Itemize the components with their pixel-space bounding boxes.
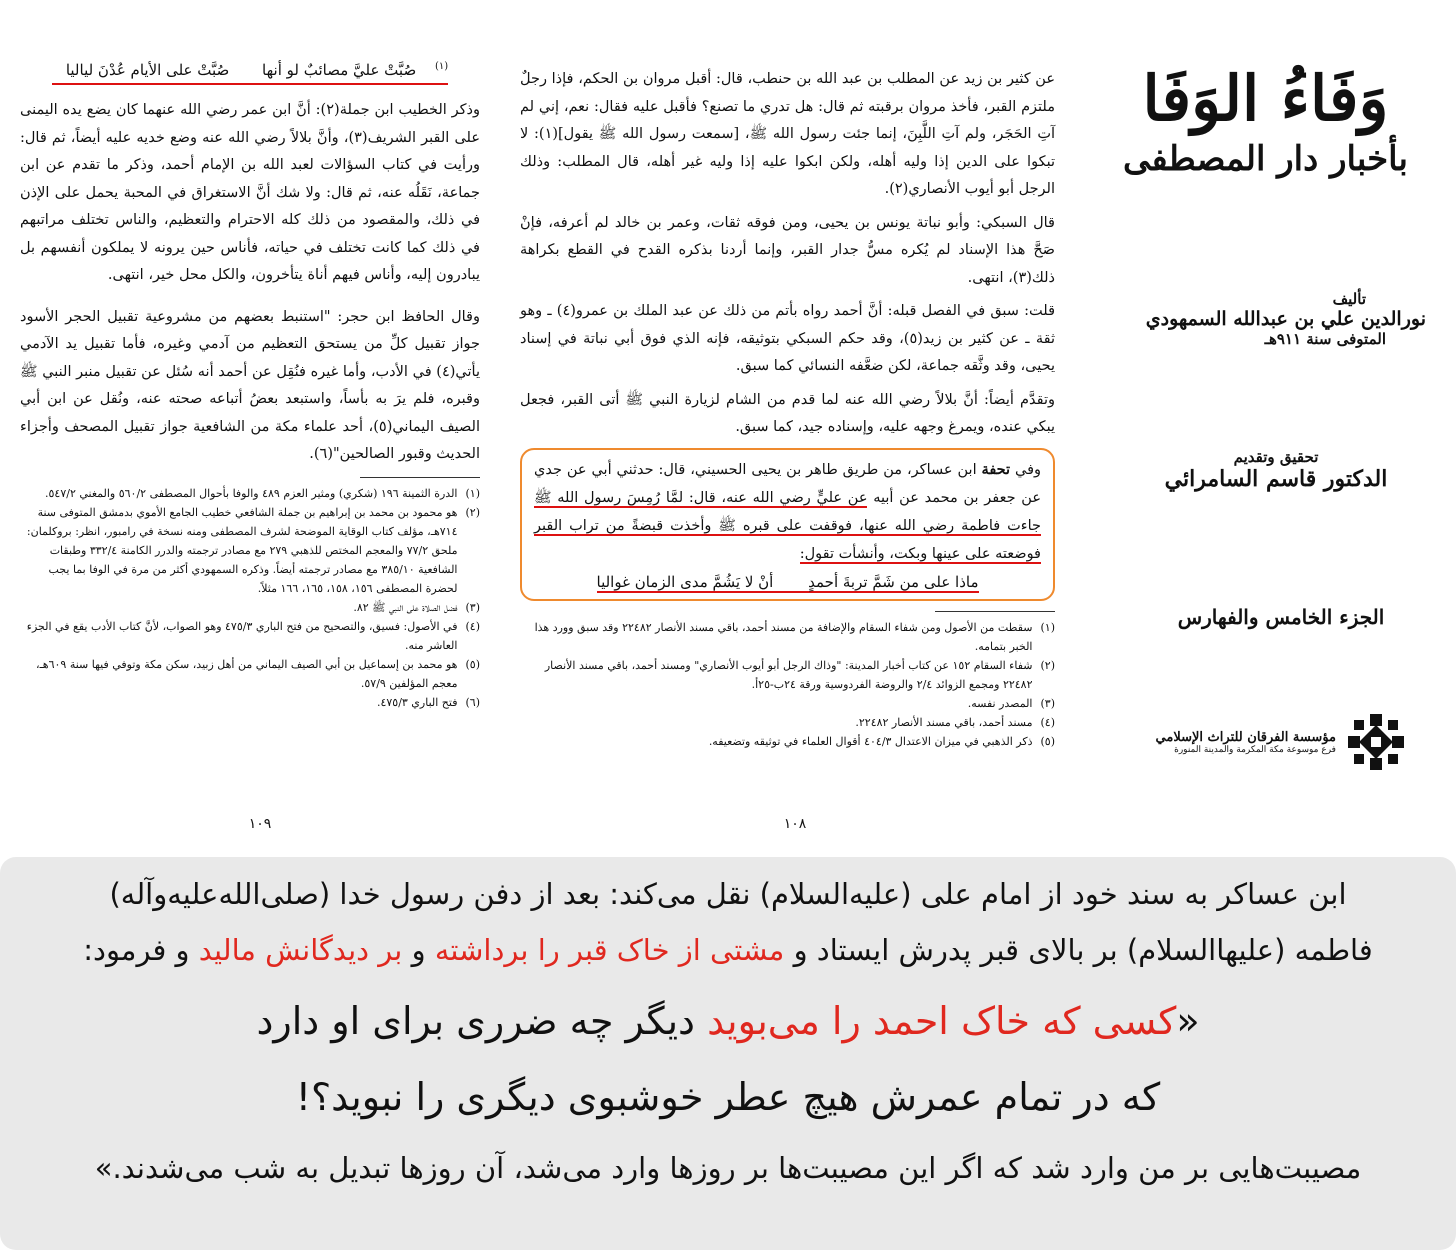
paragraph: قلت: سبق في الفصل قبله: أنَّ أحمد رواه بأتم من ذلك عن عبد الملك بن عمرو(٤) ـ وهو ثقة ـ عن كثير بن زيد(٥)، وقد حكم السبكي بتوثيقه، فإنه الذي فوق أبي نباتة في إسناد يحيى، وقد وثَّقه جماعة، لكن ضعَّفه النسائي كما سبق. — [520, 303, 1055, 374]
page-108 — [515, 0, 1075, 850]
footnote: (٦) فتح الباري ٤٧٥/٣. — [376, 695, 480, 709]
paragraph: عن كثير بن زيد عن المطلب بن عبد الله بن حنطب، قال: أقبل مروان بن الحكم، فإذا رجلٌ ملتزم القبر، فأخذ مروان برقبته ثم قال: هل تدري ما تصنع؟ فأقبل عليه فقال: نعم، إني لم آتِ الحَجَر، ولم آتِ اللَّبِنَ، إنما جئت رسول الله ﷺ، [سمعت رسول الله ﷺ يقول](١): لا تبكوا على الدين إذا وليه أهله، ولكن ابكوا عليه إذا وليه غير أهله، قال المطلب: وذلك الرجل أبو أيوب الأنصاري(٢). — [520, 71, 1056, 197]
editor-label: تحقيق وتقديم — [1233, 448, 1319, 466]
verse-hemistich-1: ماذا على من شَمَّ تربةَ أحمدٍ — [808, 572, 979, 591]
footnote: (٤) في الأصول: فسيق، والتصحيح من فتح الباري ٤٧٥/٣ وهو الصواب، لأنَّ كتاب الأدب يقع في الجزء العاشر منه. — [26, 619, 480, 652]
footnotes — [520, 618, 1055, 751]
caption-line-4: که در تمام عمرش هیچ عطر خوشبوی دیگری را نبوید؟! — [295, 1075, 1161, 1119]
footnote-divider — [935, 611, 1055, 612]
highlighted-passage: وفي تحفة ابن عساكر، من طريق طاهر بن يحيى الحسيني، قال: حدثني أبي عن جدي عن جعفر بن محمد عن أبيه عن عليٍّ رضي الله عنه، قال: لمَّا رُمِسَ رسول الله ﷺ جاءت فاطمة رضي الله عنها، فوقفت على قبره ﷺ وأخذت قبضةً من تراب القبر فوضعته على عينها وبكت، وأنشأت تقول: ماذا على من شَمَّ تربةَ أحمدٍ أنْ لا يَشُمَّ مدى الزمان غواليا — [520, 448, 1055, 601]
caption-highlight: مشتی از خاک قبر را برداشته — [434, 933, 785, 967]
caption-highlight: بر دیدگانش مالید — [198, 933, 403, 967]
translation-panel — [0, 857, 1456, 1250]
page-number: ١٠٨ — [783, 816, 807, 832]
caption-highlight: کسی که خاک احمد را می‌بوید — [707, 999, 1177, 1043]
paragraph: وذكر الخطيب ابن جملة(٢): أنَّ ابن عمر رضي الله عنهما كان يضع يده اليمنى على القبر الشريف(٣)، وأنَّ بلالاً رضي الله عنه وضع خديه عليه أيضاً، ثم قال: ورأيت في كتاب السؤالات لعبد الله بن الإمام أحمد، وذكر ما تقدم عن ابن جماعة، نَقَلُه عنه، ثم قال: ولا شك أنَّ الاستغراق في المحبة يحمل على الإذن في ذلك، والمقصود من ذلك كله الاحترام والتعظيم، والناس تختلف مراتبهم في ذلك كما كانت تختلف في حياته، فأناس حين يرونه لا يملكون أنفسهم بل يبادرون إليه، وأناس فيهم أناة يتأخرون، والكل محل خير، انتهى. — [20, 102, 481, 283]
book-subtitle: بأخبار دار المصطفى — [1123, 139, 1408, 179]
page-number: ١٠٩ — [248, 816, 272, 832]
verse-hemistich-1: صُبَّتْ عليَّ مصائبٌ لو أنها — [262, 61, 417, 79]
verse-hemistich-2: أنْ لا يَشُمَّ مدى الزمان غواليا — [596, 572, 774, 591]
footnotes — [20, 484, 480, 712]
paragraph: وقال الحافظ ابن حجر: "استنبط بعضهم من مشروعية تقبيل الحجر الأسود جواز تقبيل كلِّ من يستحق التعظيم من آدمي وغيره، فأما تقبيل يد الآدمي يأتي(٤) في الأدب، وأما غيره فنُقِل عن أحمد أنه سُئل عن تقبيل منبر النبي ﷺ وقبره، فلم يرَ به بأساً، واستبعد بعضُ أتباعه صحته عنه، ونُقل عن ابن أبي الصيف اليماني(٥)، أحد علماء مكة من الشافعية جواز تقبيل المصحف وأجزاء الحديث وقبور الصالحين"(٦). — [20, 308, 480, 462]
caption-line-5: مصیبت‌هایی بر من وارد شد که اگر این مصیبت‌ها بر روزها وارد می‌شد، آن روزها تبدیل به شب می‌شدند.» — [94, 1151, 1362, 1185]
book-title: وَفَاءُ الوَفَا — [1142, 62, 1389, 135]
publisher-logo-icon — [1346, 712, 1406, 772]
publisher-sub: فرع موسوعة مكة المكرمة والمدينة المنورة — [1174, 744, 1336, 755]
author-death: المتوفى سنة ٩١١هـ — [1264, 330, 1386, 348]
footnote: (٤) مسند أحمد، باقي مسند الأنصار ٢٢٤٨٢. — [855, 715, 1055, 729]
poem-verse: $^{(١)}$ صُبَّتْ عليَّ مصائبٌ لو أنها صُبَّتْ على الأيام عُدْنَ لياليا — [52, 61, 448, 85]
page-109 — [0, 0, 520, 850]
footnote: (٢) شفاء السقام ١٥٢ عن كتاب أخبار المدينة: "وذاك الرجل أبو أيوب الأنصاري" ومسند أحمد، باقي مسند الأنصار ٢٢٤٨٢ ومجمع الزوائد ٢/٤ والروضة الفردوسية ورقة ٢٤ب-٢٥أ. — [544, 658, 1055, 691]
footnote: (٢) هو محمود بن محمد بن إبراهيم بن جملة الشافعي خطيب الجامع الأموي بدمشق المتوفى سنة ٧١٤هـ، مؤلف كتاب الوقاية الموضحة لشرف المصطفى ومنه نسخة في رامبور، انظر: بروكلمان: ملحق ٧٧/٢ والمعجم المختص للذهبي ٢٧٩ مع مصادر ترجمته والدرر الكامنة ٣٣٢/٤ وطبقات الشافعية ٣٨٥/١٠ مع مصادر ترجمته أيضاً. وذكره السمهودي أكثر من مرة في الوفا بما يجب لحضرة المصطفى ١٥٦، ١٥٨، ١٦٥، ١٦٦ مثلاً. — [26, 505, 480, 595]
footnote: (١) الدرة الثمينة ١٩٦ (شكري) ومثير العزم ٤٨٩ والوفا بأحوال المصطفى ٥٦٠/٢ والمغني ٥٤٧/٢. — [45, 486, 480, 500]
caption-line-3: «کسی که خاک احمد را می‌بوید دیگر چه ضرری برای او دارد — [256, 999, 1200, 1043]
footnote-divider — [360, 477, 480, 478]
underlined-narration: عن عليٍّ رضي الله عنه، قال: لمَّا رُمِسَ رسول الله ﷺ جاءت فاطمة رضي الله عنها، فوقفت على قبره ﷺ وأخذت قبضةً من تراب القبر فوضعته على عينها وبكت، وأنشأت تقول: — [534, 489, 1041, 562]
footnote: (٣) فضل الصلاة على النبي ﷺ ٨٢. — [353, 600, 480, 614]
editor-name: الدكتور قاسم السامرائي — [1164, 466, 1388, 492]
paragraph: قال السبكي: وأبو نباتة يونس بن يحيى، ومن فوقه ثقات، وعمر بن خالد لم أعرفه، فإنْ صَحَّ هذا الإسناد لم يُكره مسُّ جدار القبر، وإنما أردنا بذكره القدح في القطع بكراهة ذلك(٣)، انتهى. — [520, 214, 1055, 286]
footnote: (١) سقطت من الأصول ومن شفاء السقام والإضافة من مسند أحمد، باقي مسند الأنصار ٢٢٤٨٢ وقد سبق وورد هذا الخبر بتمامه. — [534, 620, 1055, 653]
fatima-verse — [597, 573, 979, 593]
book-cover — [1075, 0, 1456, 850]
footnote: (٥) ذكر الذهبي في ميزان الاعتدال ٤٠٤/٣ أقوال العلماء في توثيقه وتضعيفه. — [708, 734, 1055, 748]
volume-label: الجزء الخامس والفهارس — [1177, 605, 1385, 629]
caption-line-1: ابن عساکر به سند خود از امام علی (علیه‌السلام) نقل می‌کند: بعد از دفن رسول خدا (صلی‌الله‌علیه‌وآله) — [109, 877, 1347, 911]
footnote: (٣) المصدر نفسه. — [967, 696, 1055, 710]
author-name: نورالدين علي بن عبدالله السمهودي — [1145, 308, 1426, 330]
publisher-block — [1156, 712, 1406, 772]
paragraph: وتقدَّم أيضاً: أنَّ بلالاً رضي الله عنه لما قدم من الشام لزيارة النبي ﷺ أتى القبر، فجعل يبكي عنده، ويمرغ وجهه عليه، وإسناده جيد، كما سبق. — [520, 391, 1055, 435]
footnote: (٥) هو محمد بن إسماعيل بن أبي الصيف اليماني من أهل زبيد، سكن مكة وتوفي فيها سنة ٦٠٩هـ، معجم المؤلفين ٥٧/٩. — [36, 657, 480, 690]
author-label: تأليف — [1332, 290, 1366, 308]
caption-line-2: فاطمه (علیهاالسلام) بر بالای قبر پدرش ایستاد و مشتی از خاک قبر را برداشته و بر دیدگانش مالید و فرمود: — [83, 933, 1373, 967]
publisher-name: مؤسسة الفرقان للتراث الإسلامي — [1155, 729, 1336, 745]
verse-hemistich-2: صُبَّتْ على الأيام عُدْنَ لياليا — [65, 61, 230, 79]
